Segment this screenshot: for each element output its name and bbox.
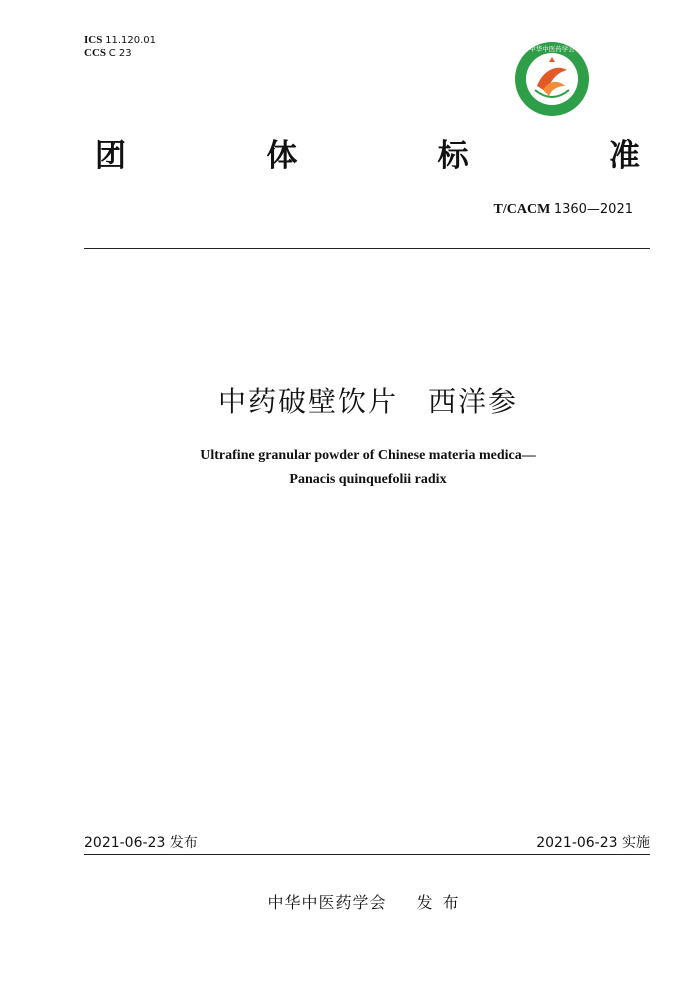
- logo-text: 中华中医药学会: [529, 45, 575, 53]
- standard-number-prefix: T/CACM: [493, 202, 551, 217]
- standard-type-char: 标: [437, 138, 469, 174]
- ics-code: 11.120.01: [105, 35, 156, 46]
- publisher-line: [0, 890, 700, 913]
- english-title-line-2: Panacis quinquefolii radix: [289, 472, 447, 487]
- chinese-title: [0, 380, 700, 420]
- top-divider: [84, 248, 650, 249]
- release-date: 2021-06-23 发布: [84, 835, 198, 851]
- english-title-line-1: Ultrafine granular powder of Chinese materia medica—: [200, 448, 536, 463]
- ics-label: ICS: [84, 34, 103, 46]
- standard-type-char: 团: [95, 138, 126, 174]
- implementation-date: 2021-06-23 实施: [536, 835, 650, 851]
- association-logo: [513, 40, 591, 118]
- chinese-title-sub: 西洋参: [428, 385, 519, 418]
- ccs-code: C 23: [108, 48, 132, 59]
- publisher-action: 发布: [416, 893, 469, 912]
- standard-type-heading: [95, 130, 640, 175]
- publisher-name: 中华中医药学会: [267, 893, 387, 912]
- standard-type-char: 体: [266, 138, 298, 174]
- english-title: [0, 444, 700, 492]
- standard-type-char: 准: [608, 138, 640, 174]
- bottom-divider: [84, 854, 650, 855]
- ccs-line: [84, 47, 156, 60]
- classification-codes: [84, 34, 156, 60]
- standard-number-value: 1360—2021: [553, 202, 633, 217]
- ics-line: [84, 34, 156, 47]
- standard-number: [494, 202, 633, 218]
- ccs-label: CCS: [84, 47, 107, 59]
- chinese-title-main: 中药破壁饮片: [217, 385, 398, 418]
